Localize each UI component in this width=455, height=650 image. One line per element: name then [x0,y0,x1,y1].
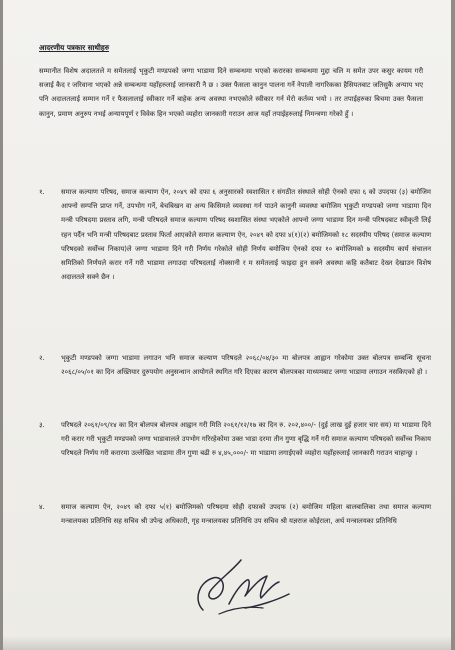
page-edge-shadow [3,636,451,650]
point-number: ३. [39,421,45,429]
point-text: समाज कल्याण ऐन, २०४९ को दफा ५(१) बमोजिमको परिषदमा सोही दफाको उपदफ (२) बमोजिम महिला बालबालिका तथा समाज कल्याण मन्त्रालयका प्रतिनिधि सह सचिव श्री उपेन्द्र अधिकारी, गृह मन्त्रालयका प्रतिनिधि उप सचिव श्री यज्ञराज कोईराला, अर्थ मन्त्रालयका प्रतिनिधि [61,503,431,526]
intro-paragraph: सम्मानीत विशेष अदालतले म समेतलाई भृकुटी मण्डपको जग्गा भाडामा दिने सम्बन्धमा भएको करारका सम्बन्धमा मुद्दा चलि म समेत उपर कसुर कायम गरी सजाई कैद र जरिवाना भएको अन्ने सम्बन्धमा यहाँहरुलाई जानकारी नै छ । उक्त फैसला कानुन पालना गर्ने नेपाली नागरिकका हैसियतबाट जतिसुकै अन्याय भए पनि अदालतलाई सम्मान गर्ने र फैसलालाई स्वीकार गर्ने बाहेक अन्य अवस्था नभएकोले स्वीकार गर्न मेरो कर्तव्य भयो । तर तपाईहरुका बिचमा उक्त फैसला कानुन, प्रमाण अनुरुप नभई अन्यायपूर्ण र विवेक हिन भएको व्यहोरा जानकारी गराउन आज यहाँ तपाईहरुलाई निमन्त्रणा गरेको हुँ । [39,67,423,118]
point-text: परिषदले २०६१/०९/१४ का दिन बोलपत्र बोलपत्र आह्वान गरी मिति २०६१/१२/१७ का दिन रु. २०२,४००/- (दुई लाख दुई हजार चार सय) मा भाडामा दिने गरी करार गरी भृकुटी मण्डपको जग्गा भाडावालले उपभोग गरिरहेकोमा उक्त भाडा दरमा तीन गुणा बृद्धि गर्ने गरी समाज कल्याण परिषदको सर्वोच्च निकाय परिषदले निर्णय गरी करारमा उल्लेखित भाडामा तीन गुणा बढी रु ४,४५,०००/- मा भाडामा लगाईएको व्यहोरा यहाँहरुलाई जानकारी गराउन चाहान्छु । [61,421,431,458]
point-number: २. [39,354,45,362]
point-number: ४. [39,503,45,511]
point-number: १. [39,188,45,196]
salutation: आदरणीय पत्रकार साथीहरु [39,43,109,52]
point-text: समाज कल्याण परिषद, समाज कल्याण ऐन, २०४९ को दफा ६ अनुसारको स्वशासित र संगठीत संस्थाले सोही ऐनको दफा ६ को उपदफा (३) बमोजिम आफ्नो सम्पत्ति प्राप्त गर्ने, उपभोग गर्ने, बेचबिखन वा अन्य किसिमले व्यवस्था गर्न पाउने कानुनी व्यवस्था बमोजिम भृकुटी मण्डपको जग्गा भाडामा दिन मन्त्री परिषदमा प्रस्ताव लगि, मन्त्री परिषदले समाज कल्याण परिषद स्वशासित संस्था भएकोले आफ्नो जग्गा भाडामा दिन मन्त्री परिषदबाट स्वीकृती लिई रहन पर्दैन भनि मन्त्री परिषदबाट प्रस्ताव फिर्ता आएकोले समाज कल्याण ऐन, २०४९ को दफा ४(१)(२) बमोजिमको १८ सदस्यीय परिषद (समाज कल्याण परिषदको सर्वोच्च निकाय)ले जग्गा भाडामा दिने गरी निर्णय गरेकोले सोही निर्णय बमोजिम ऐनको दफा १० बमोजिमको ७ सदस्यीय कार्य संचालन समितिको निर्णयले करार गर्ने गरी भाडामा लगाउदा परिषदलाई नोक्सानी र म समेतलाई फाइदा हुन सक्ने अवस्था कहि कतैबाट देख्न देखाउन विशेष अदालतले सक्ने छैन । [61,188,431,282]
point-text: भृकुटी मण्डपको जग्गा भाडामा लगाउन भनि समाज कल्याण परिषदले २०६८/०४/३० मा बोलपत्र आह्वान गरेकोमा उक्त बोलपत्र सम्बन्धि सूचना २०६८/०५/०१ का दिन अख्तियार दुरुपयोग अनुसन्धान आयोगले स्थगित गरि दिएका कारण बोलपत्रका माध्यमबाट जग्गा भाडामा लगाउन नसकिएको हो । [61,354,431,377]
handwritten-signature [189,548,309,620]
letter-page [3,0,451,650]
